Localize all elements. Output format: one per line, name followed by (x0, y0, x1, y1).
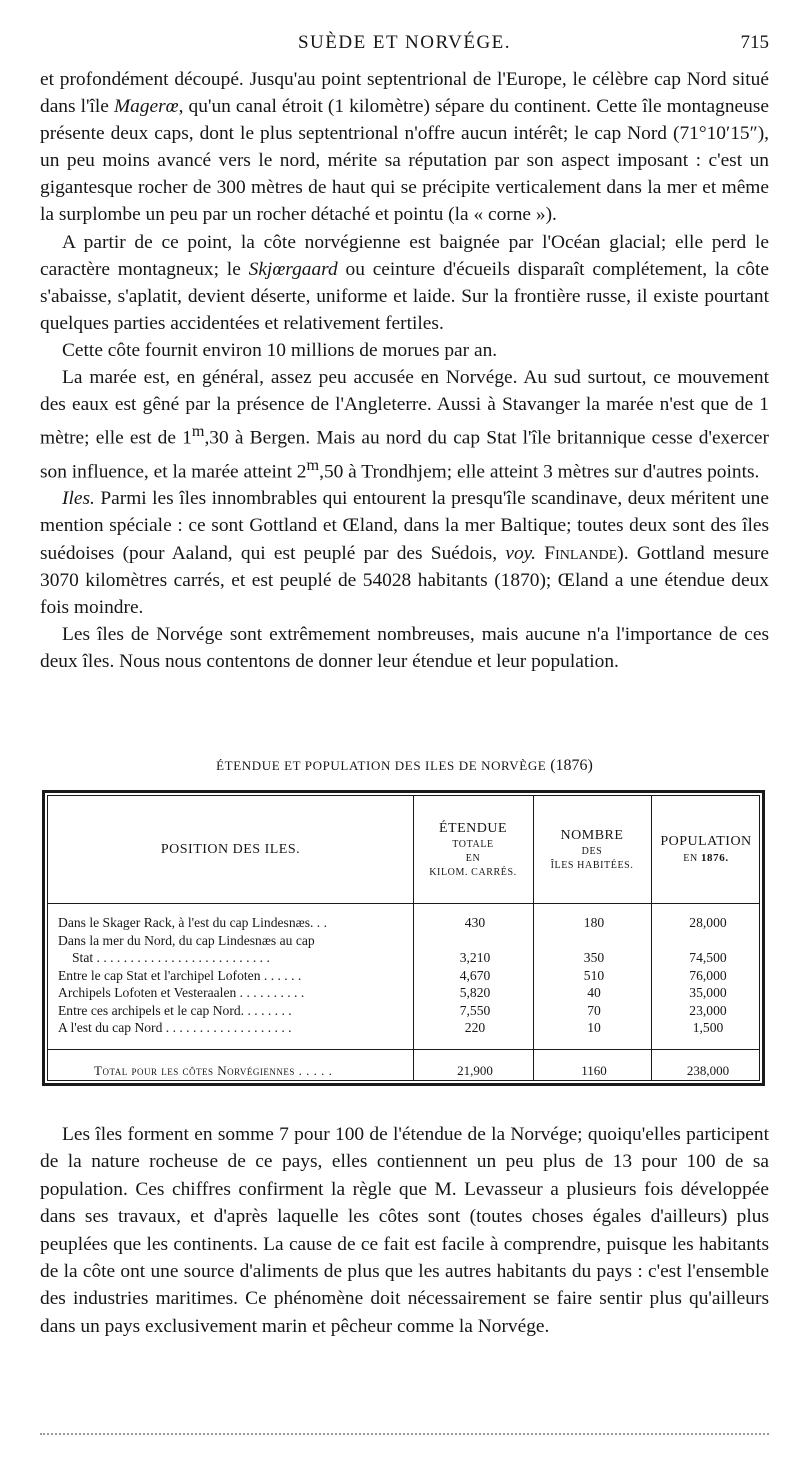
cell-population: 1,500 (692, 1020, 724, 1035)
page-header (40, 30, 769, 58)
cell-nombre: 70 (587, 1002, 601, 1018)
text-run: et profondément découpé. Jusqu'au point septentrional de l'Europe, le célèbre cap Nord situé dans l'île (40, 69, 769, 118)
row-label: Entre ces archipels et le cap Nord. . . . . . . . (58, 1002, 292, 1018)
total-label: Total pour les côtes Norvégiennes . . . . . (94, 1063, 333, 1078)
cell-etendue: 5,820 (459, 985, 491, 1000)
table-row (48, 914, 759, 932)
table-row (48, 984, 759, 1002)
running-head: SUÈDE ET NORVÉGE. (297, 32, 512, 53)
superscript: m (306, 456, 320, 474)
header-divider (48, 903, 759, 904)
cell-population: 23,000 (689, 1002, 727, 1018)
header-text: POSITION DES ILES. (160, 841, 301, 857)
cell-etendue: 220 (464, 1020, 486, 1035)
text-run: ,30 à Bergen. Mais au nord du cap Stat l'île britannique cesse d'exercer son influence, et la marée atteint 2 (40, 427, 769, 483)
header-text: 1876. (700, 852, 729, 864)
cell-etendue: 4,670 (459, 967, 491, 983)
row-label: Dans la mer du Nord, du cap Lindesnæs au cap (58, 932, 315, 948)
table-row (48, 949, 759, 967)
paragraph-iles (40, 485, 769, 620)
cell-etendue: 430 (464, 915, 486, 930)
text-run: , qu'un canal étroit (1 kilomètre) sépare du continent. Cette île montagneuse présente deux caps, dont le plus septentrional n'offre aucun intérêt; le cap Nord (71°10′15″), un peu moins avancé vers le nord, mérite sa réputation par son aspect imposant : c'est un gigantesque rocher de 300 mètres de haut qui se précipite verticalement dans la mer et même la surplombe un peu par un rocher détaché et pointu (la « corne »). (40, 96, 769, 226)
row-label: Dans le Skager Rack, à l'est du cap Lindesnæs. . . (58, 915, 327, 930)
cell-etendue: 7,550 (459, 1002, 491, 1018)
cell-nombre: 510 (583, 967, 605, 983)
header-text: POPULATION (660, 834, 752, 849)
table-row (48, 967, 759, 985)
header-text: KILOM. CARRÉS. (429, 866, 517, 878)
text-run: ). Gottland mesure 3070 kilomètres carrés, et est peuplé de 54028 habitants (1870); Œland a une étendue deux fois moindre. (40, 542, 769, 618)
cell-nombre: 40 (587, 985, 601, 1000)
text-run: A partir de ce point, la côte norvégienne est baignée par l'Océan glacial; elle perd le caractère montagneux; le (40, 231, 769, 280)
paragraph-morues: Cette côte fournit environ 10 millions de morues par an. (62, 339, 498, 361)
paragraph-iles-norvege: Les îles de Norvége sont extrêmement nombreuses, mais aucune n'a l'importance de ces deux îles. Nous nous contentons de donner leur étendue et leur population. (40, 623, 769, 672)
cell-etendue: 3,210 (459, 950, 491, 965)
header-text: TOTALE (452, 838, 494, 850)
header-text-line (683, 851, 728, 866)
row-label: A l'est du cap Nord . . . . . . . . . . . . . . . . . . . (58, 1020, 292, 1035)
header-text: ÉTENDUE (438, 820, 508, 836)
table-row (48, 1019, 759, 1037)
header-text: DES (581, 845, 603, 857)
table-row (48, 1002, 759, 1020)
paragraph-cote-glaciale (40, 229, 769, 337)
cell-population: 28,000 (689, 915, 727, 930)
cell-population: 74,500 (689, 950, 727, 965)
paragraph-cap-nord (40, 66, 769, 229)
table-row (48, 932, 759, 950)
caption-text: ÉTENDUE ET POPULATION DES ILES DE NORVÈGE (216, 758, 547, 773)
cell-nombre: 180 (583, 915, 605, 930)
row-label: Archipels Lofoten et Vesteraalen . . . . . . . . . . (58, 985, 305, 1000)
islands-table (42, 790, 765, 1086)
body-text-top (40, 66, 769, 675)
italic-term: voy. (505, 542, 537, 564)
header-text: NOMBRE (560, 827, 624, 843)
text-run: La marée est, en général, assez peu accusée en Norvége. Au sud surtout, ce mouvement des eaux est gêné par la présence de l'Angleterre. Aussi à Stavanger la marée n'est que de 1 mètre; elle est de 1 (40, 367, 769, 449)
header-population (651, 796, 761, 903)
header-text: ÎLES HABITÉES. (550, 859, 634, 871)
cross-reference: Finlande (544, 542, 618, 564)
total-nombre: 1160 (581, 1063, 607, 1078)
page-number: 715 (740, 32, 769, 53)
paragraph-maree (40, 364, 769, 485)
header-text: EN (683, 853, 698, 864)
row-label: Entre le cap Stat et l'archipel Lofoten . . . . . . (58, 967, 302, 983)
body-text-bottom (40, 1121, 769, 1340)
row-label: Stat . . . . . . . . . . . . . . . . . . . . . . . . . . (72, 950, 270, 965)
table-caption (40, 757, 769, 775)
italic-term: Magerœ (113, 96, 179, 118)
superscript: m (191, 423, 205, 441)
total-etendue: 21,900 (457, 1063, 493, 1078)
total-population: 238,000 (686, 1063, 730, 1078)
cell-nombre: 350 (583, 950, 605, 965)
section-lead: Iles. (62, 488, 95, 510)
italic-term: Skjœrgaard (248, 258, 338, 280)
cell-nombre: 10 (587, 1020, 601, 1035)
header-nombre (533, 796, 651, 903)
table-inner-border (47, 795, 760, 1081)
text-run: Parmi les îles innombrables qui entourent la presqu'île scandinave, deux méritent une mention spéciale : ce sont Gottland et Œland, dans la mer Baltique; toutes deux sont des îles suédoises (pour Aaland, qui est peuplé par des Suédois, (40, 488, 769, 564)
paragraph-conclusion: Les îles forment en somme 7 pour 100 de l'étendue de la Norvége; quoiqu'elles participent de la nature rocheuse de ce pays, elles contiennent un peu plus de 13 pour 100 de sa population. Ces chiffres confirment la règle que M. Levasseur a plusieurs fois développée dans ses travaux, et d'après laquelle les côtes sont (toutes choses égales d'ailleurs) plus peuplées que les continents. La cause de ce fait est facile à comprendre, puisque les habitants de la côte ont une source d'aliments de plus que les autres habitants du pays : c'est l'ensemble des industries maritimes. Ce phénomène doit nécessairement se faire sentir plus qu'ailleurs dans un pays exclusivement marin et pêcheur comme la Norvége. (40, 1124, 769, 1337)
header-etendue (413, 796, 533, 903)
header-position (48, 796, 413, 903)
page-edge-rule (40, 1433, 769, 1438)
cell-population: 35,000 (689, 985, 727, 1000)
total-divider (48, 1049, 759, 1050)
text-run: ou ceinture d'écueils disparaît complétement, la côte s'abaisse, s'aplatit, devient déserte, uniforme et laide. Sur la frontière russe, il existe pourtant quelques parties accidentées et relativement fertiles. (40, 258, 769, 334)
cell-population: 76,000 (689, 967, 727, 983)
caption-year: (1876) (550, 757, 593, 774)
header-text: EN (465, 852, 481, 864)
text-run: ,50 à Trondhjem; elle atteint 3 mètres sur d'autres points. (319, 461, 760, 483)
